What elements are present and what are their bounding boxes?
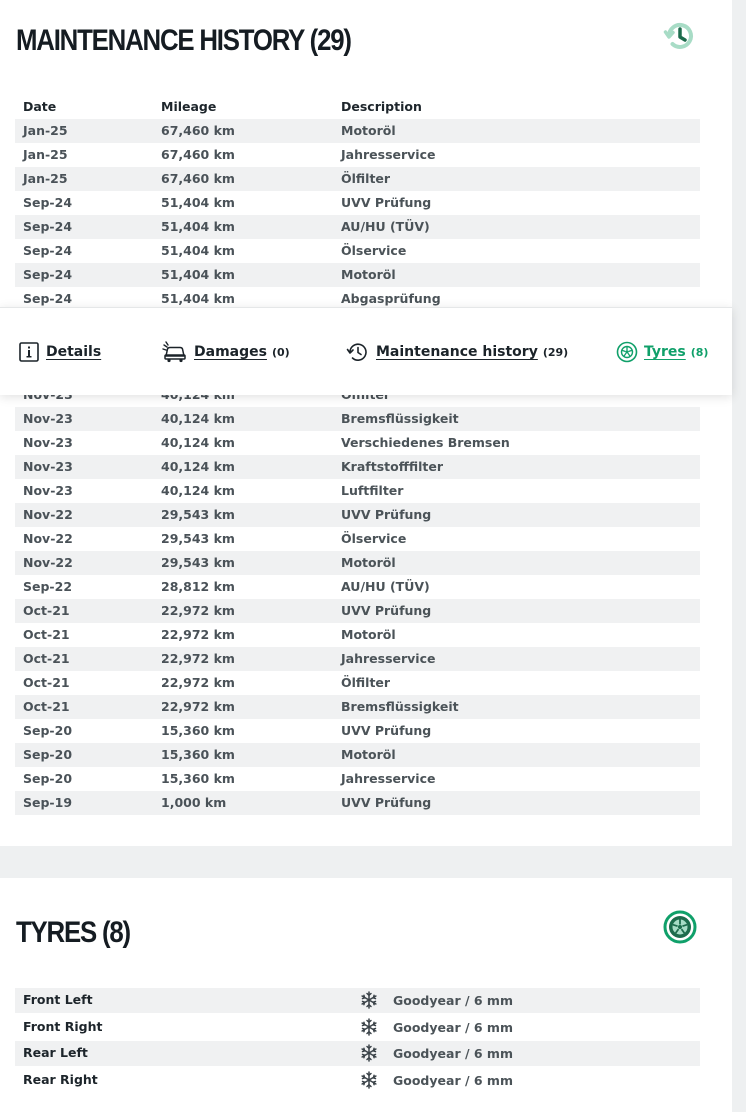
row-mileage: 22,972 km (161, 603, 235, 618)
car-damage-icon (162, 341, 188, 363)
maintenance-history-title (16, 24, 351, 58)
row-date: Nov-23 (23, 459, 73, 474)
table-row (15, 407, 700, 431)
row-date: Oct-21 (23, 651, 70, 666)
row-date: Nov-23 (23, 435, 73, 450)
table-row (15, 767, 700, 791)
tab-damages[interactable] (162, 340, 290, 364)
table-row (15, 431, 700, 455)
table-row (15, 719, 700, 743)
row-mileage: 22,972 km (161, 675, 235, 690)
row-description: UVV Prüfung (341, 603, 432, 618)
row-mileage: 51,404 km (161, 195, 235, 210)
tyres-title (16, 916, 130, 950)
tab-damages-count: (0) (271, 345, 290, 359)
row-description: AU/HU (TÜV) (341, 579, 430, 594)
row-mileage: 15,360 km (161, 723, 235, 738)
tyre-row (15, 1041, 700, 1066)
tyre-row (15, 1068, 700, 1093)
tyre-info: Goodyear / 6 mm (393, 1073, 513, 1089)
row-date: Sep-24 (23, 243, 73, 258)
tyre-icon (616, 341, 638, 363)
table-row (15, 575, 700, 599)
row-mileage: 51,404 km (161, 291, 235, 306)
snowflake-icon (360, 1018, 378, 1036)
row-date: Sep-24 (23, 195, 73, 210)
section-tab-bar (0, 307, 732, 395)
table-row (15, 215, 700, 239)
row-date: Sep-24 (23, 267, 73, 282)
tyre-info: Goodyear / 6 mm (393, 1019, 513, 1035)
tyre-info: Goodyear / 6 mm (393, 1046, 513, 1062)
table-row (15, 503, 700, 527)
row-date: Nov-22 (23, 555, 73, 570)
row-description: Bremsflüssigkeit (341, 699, 459, 714)
row-date: Jan-25 (23, 171, 68, 186)
tyre-position: Rear Left (23, 1045, 88, 1061)
row-description: Jahresservice (341, 771, 436, 786)
table-row (15, 455, 700, 479)
row-description: Motoröl (341, 627, 396, 642)
row-date: Nov-23 (23, 483, 73, 498)
row-date: Sep-20 (23, 771, 73, 786)
table-row (15, 695, 700, 719)
history-icon (663, 19, 697, 53)
row-mileage: 15,360 km (161, 747, 235, 762)
row-description: UVV Prüfung (341, 195, 432, 210)
row-description: Kraftstofffilter (341, 459, 443, 474)
row-description: UVV Prüfung (341, 723, 432, 738)
row-mileage: 15,360 km (161, 771, 235, 786)
tab-details-label: Details (46, 344, 102, 360)
row-description: Ölfilter (341, 675, 391, 690)
table-row (15, 167, 700, 191)
row-mileage: 40,124 km (161, 411, 235, 426)
row-description: Motoröl (341, 555, 396, 570)
table-row (15, 599, 700, 623)
tyres-title-count: (8) (101, 916, 130, 949)
row-date: Oct-21 (23, 699, 70, 714)
row-date: Jan-25 (23, 147, 68, 162)
row-mileage: 67,460 km (161, 171, 235, 186)
table-row (15, 671, 700, 695)
row-description: Luftfilter (341, 483, 404, 498)
tyre-position: Rear Right (23, 1072, 98, 1088)
table-row (15, 791, 700, 815)
tyres-title-text: TYRES (16, 916, 97, 949)
row-mileage: 29,543 km (161, 555, 235, 570)
row-mileage: 40,124 km (161, 459, 235, 474)
table-row (15, 239, 700, 263)
tab-maintenance-count: (29) (542, 345, 569, 359)
row-date: Nov-23 (23, 411, 73, 426)
tab-tyres-count: (8) (690, 345, 709, 359)
row-mileage: 67,460 km (161, 147, 235, 162)
row-description: Motoröl (341, 123, 396, 138)
row-mileage: 1,000 km (161, 795, 227, 810)
row-date: Sep-19 (23, 795, 73, 810)
maintenance-title-text: MAINTENANCE HISTORY (16, 24, 304, 57)
tab-damages-label: Damages (194, 344, 267, 360)
row-date: Sep-20 (23, 723, 73, 738)
header-mileage: Mileage (161, 99, 217, 114)
table-row (15, 191, 700, 215)
row-date: Oct-21 (23, 675, 70, 690)
table-row (15, 119, 700, 143)
row-description: Ölservice (341, 243, 407, 258)
row-description: Motoröl (341, 747, 396, 762)
row-mileage: 40,124 km (161, 483, 235, 498)
row-date: Sep-24 (23, 291, 73, 306)
row-description: UVV Prüfung (341, 795, 432, 810)
row-date: Sep-22 (23, 579, 73, 594)
snowflake-icon (360, 1044, 378, 1062)
row-description: Ölservice (341, 531, 407, 546)
row-description: AU/HU (TÜV) (341, 219, 430, 234)
header-description: Description (341, 99, 422, 114)
row-mileage: 29,543 km (161, 507, 235, 522)
tab-details[interactable] (18, 340, 101, 364)
row-mileage: 51,404 km (161, 267, 235, 282)
row-description: Bremsflüssigkeit (341, 411, 459, 426)
row-mileage: 28,812 km (161, 579, 235, 594)
tyre-info: Goodyear / 6 mm (393, 993, 513, 1008)
table-row (15, 263, 700, 287)
info-icon (18, 341, 40, 363)
row-mileage: 67,460 km (161, 123, 235, 138)
row-date: Nov-22 (23, 507, 73, 522)
row-mileage: 51,404 km (161, 243, 235, 258)
row-description: UVV Prüfung (341, 507, 432, 522)
header-date: Date (23, 99, 57, 114)
table-row (15, 143, 700, 167)
row-date: Sep-24 (23, 219, 73, 234)
table-row (15, 623, 700, 647)
row-mileage: 40,124 km (161, 435, 235, 450)
snowflake-icon (360, 1071, 378, 1089)
tab-tyres-label: Tyres (644, 344, 686, 360)
row-description: Motoröl (341, 267, 396, 282)
row-mileage: 51,404 km (161, 219, 235, 234)
table-row (15, 647, 700, 671)
tab-maintenance-label: Maintenance history (376, 344, 538, 360)
tyre-position: Front Right (23, 1018, 103, 1034)
tab-tyres[interactable] (616, 340, 708, 364)
tyre-row (15, 988, 700, 1013)
table-row (15, 551, 700, 575)
row-date: Nov-22 (23, 531, 73, 546)
maintenance-table-header (15, 96, 700, 118)
tab-maintenance-history[interactable] (346, 340, 568, 364)
row-description: Jahresservice (341, 651, 436, 666)
row-mileage: 29,543 km (161, 531, 235, 546)
row-date: Oct-21 (23, 627, 70, 642)
row-date: Jan-25 (23, 123, 68, 138)
tyre-position: Front Left (23, 992, 93, 1007)
row-mileage: 22,972 km (161, 627, 235, 642)
table-row (15, 743, 700, 767)
tyre-icon (663, 910, 697, 944)
row-mileage: 22,972 km (161, 699, 235, 714)
table-row (15, 479, 700, 503)
tyre-row (15, 1015, 700, 1040)
row-description: Jahresservice (341, 147, 436, 162)
row-date: Oct-21 (23, 603, 70, 618)
row-mileage: 22,972 km (161, 651, 235, 666)
maintenance-title-count: (29) (309, 24, 351, 57)
row-description: Abgasprüfung (341, 291, 441, 306)
row-description: Ölfilter (341, 171, 391, 186)
history-icon (346, 341, 370, 363)
table-row (15, 527, 700, 551)
snowflake-icon (360, 991, 378, 1009)
row-description: Verschiedenes Bremsen (341, 435, 510, 450)
row-date: Sep-20 (23, 747, 73, 762)
